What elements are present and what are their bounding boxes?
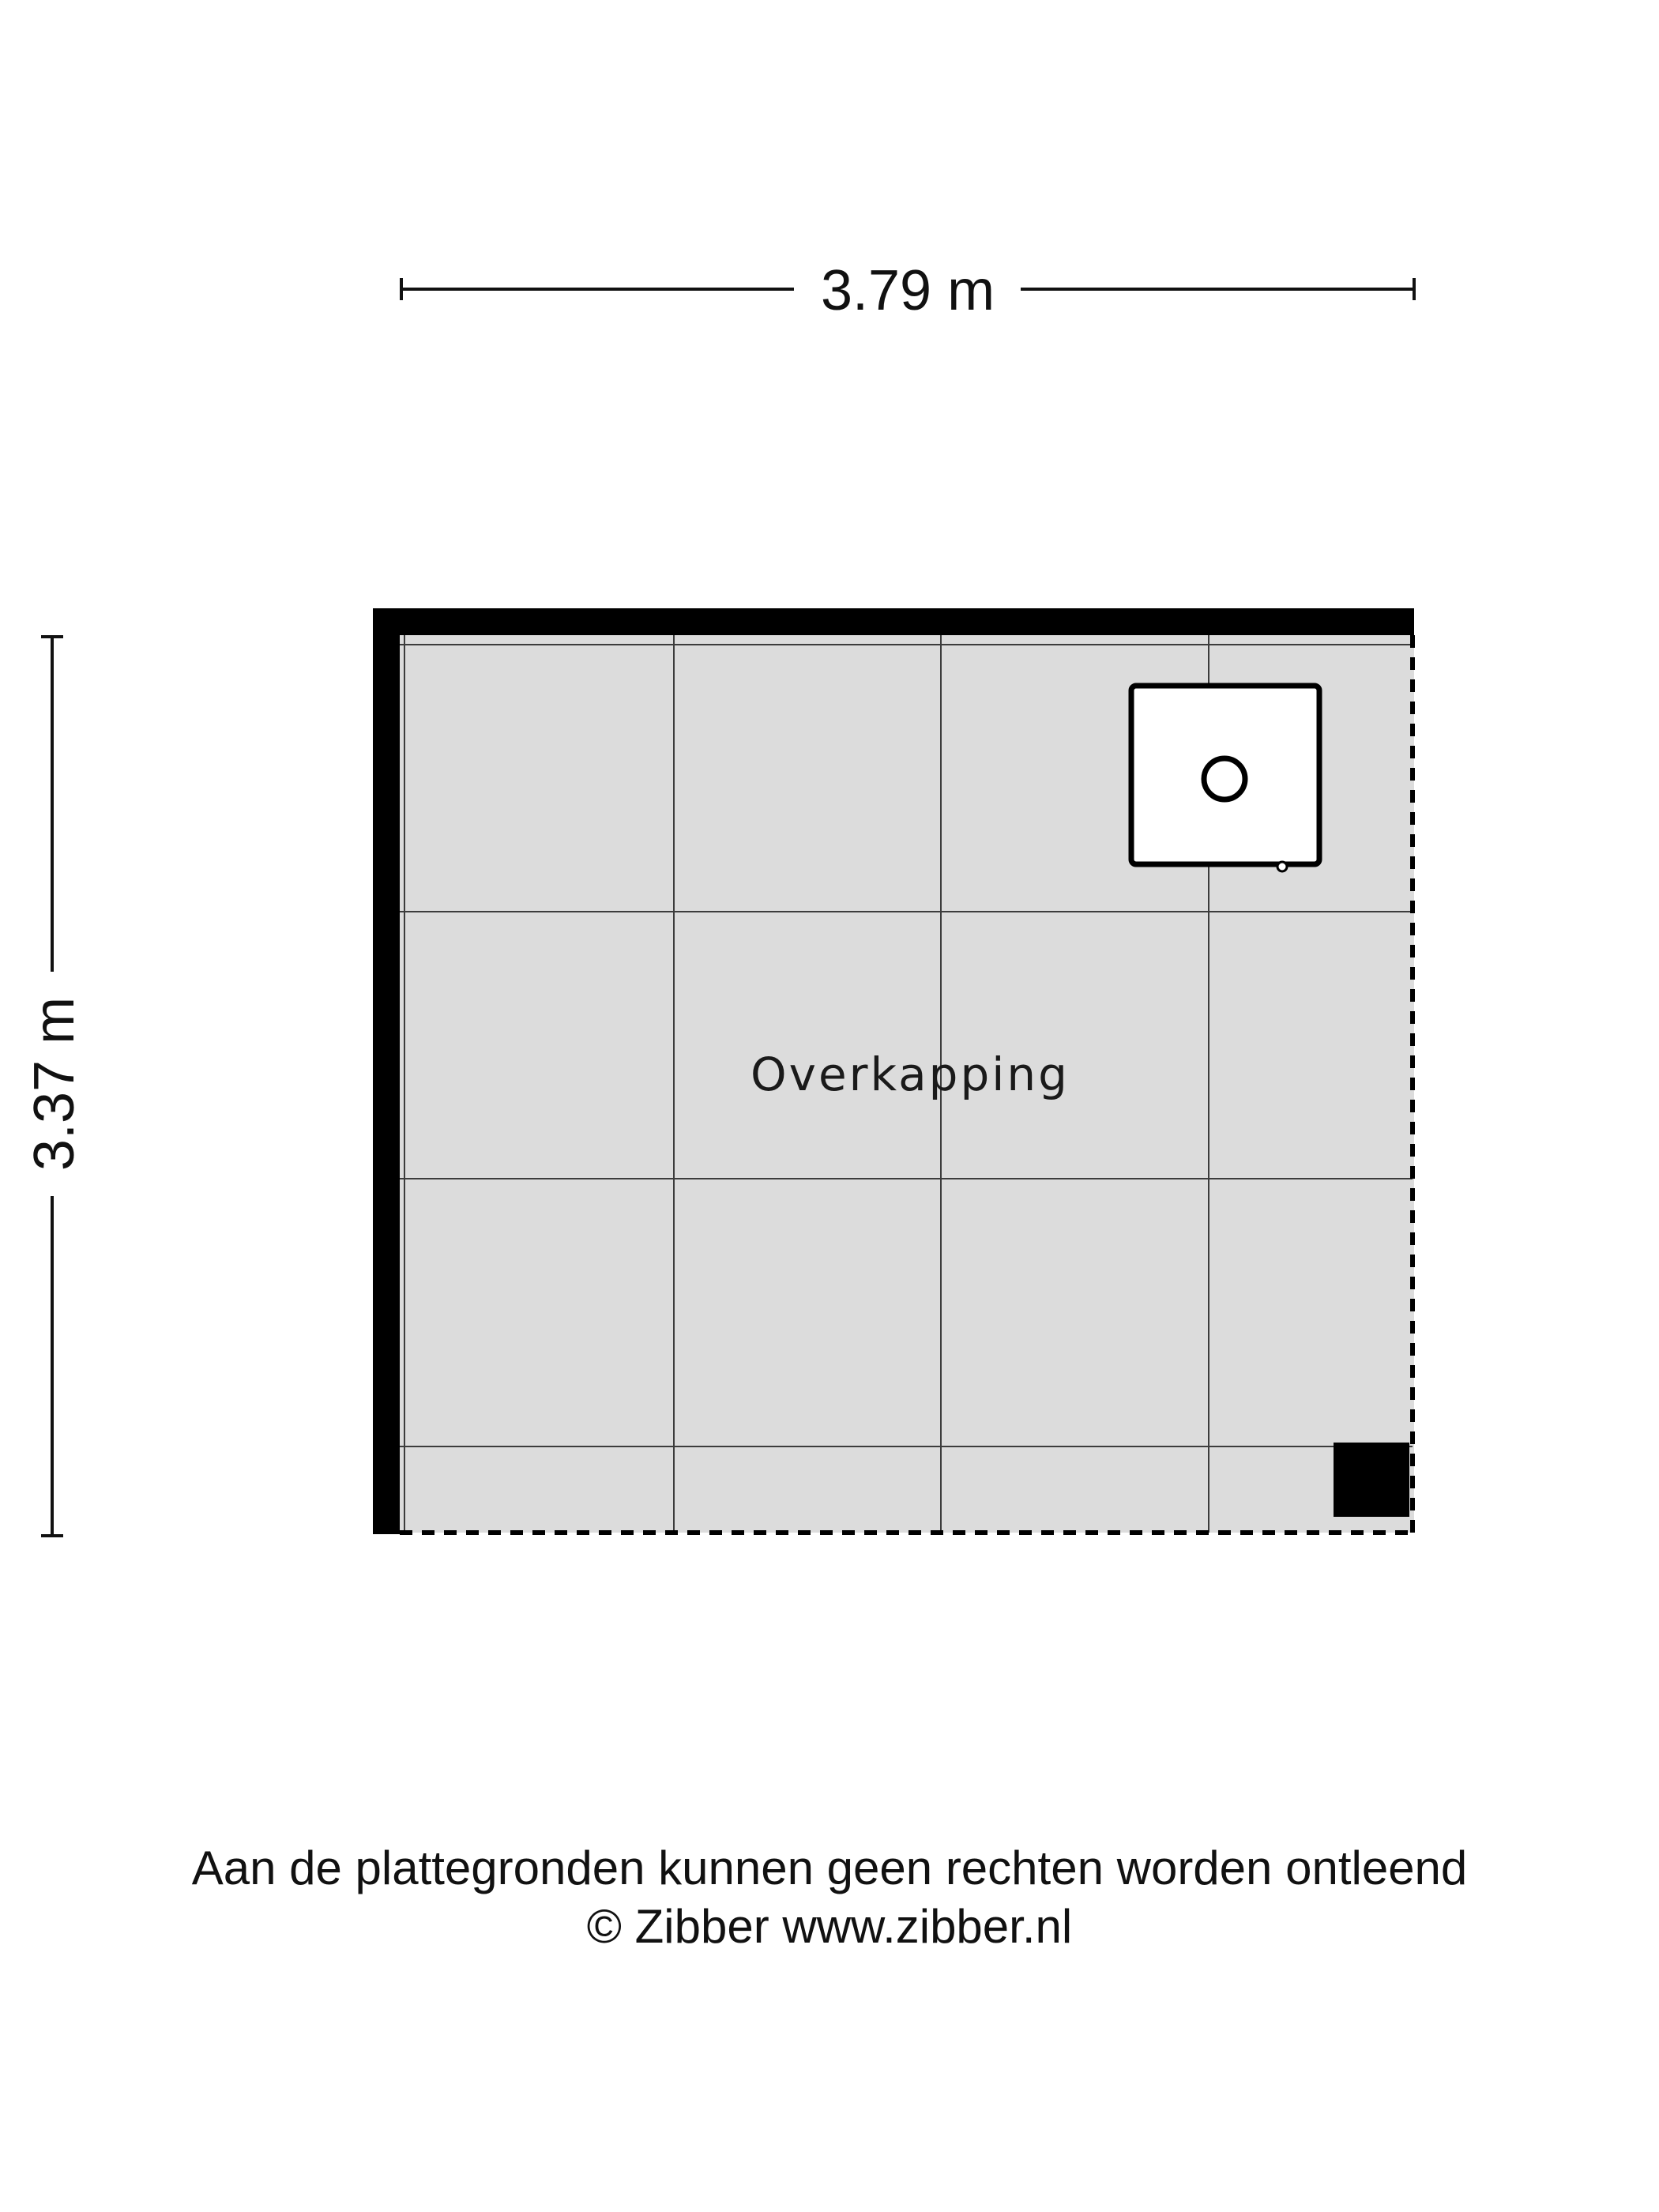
height-dimension-label: 3.37 m xyxy=(23,996,86,1172)
height-dimension xyxy=(23,637,86,1536)
width-dimension-label: 3.79 m xyxy=(820,259,995,322)
wall-top xyxy=(373,608,1414,635)
room-floor xyxy=(373,608,1414,1534)
appliance-knob-icon xyxy=(1277,862,1287,871)
copyright-text: © Zibber www.zibber.nl xyxy=(586,1900,1073,1953)
room-label: Overkapping xyxy=(750,1048,1070,1101)
support-post xyxy=(1334,1443,1409,1517)
width-dimension xyxy=(401,259,1414,322)
disclaimer-text: Aan de plattegronden kunnen geen rechten worden ontleend xyxy=(191,1841,1468,1894)
appliance-unit xyxy=(1131,686,1319,871)
appliance-drum-icon xyxy=(1204,758,1245,799)
wall-left xyxy=(373,608,400,1534)
